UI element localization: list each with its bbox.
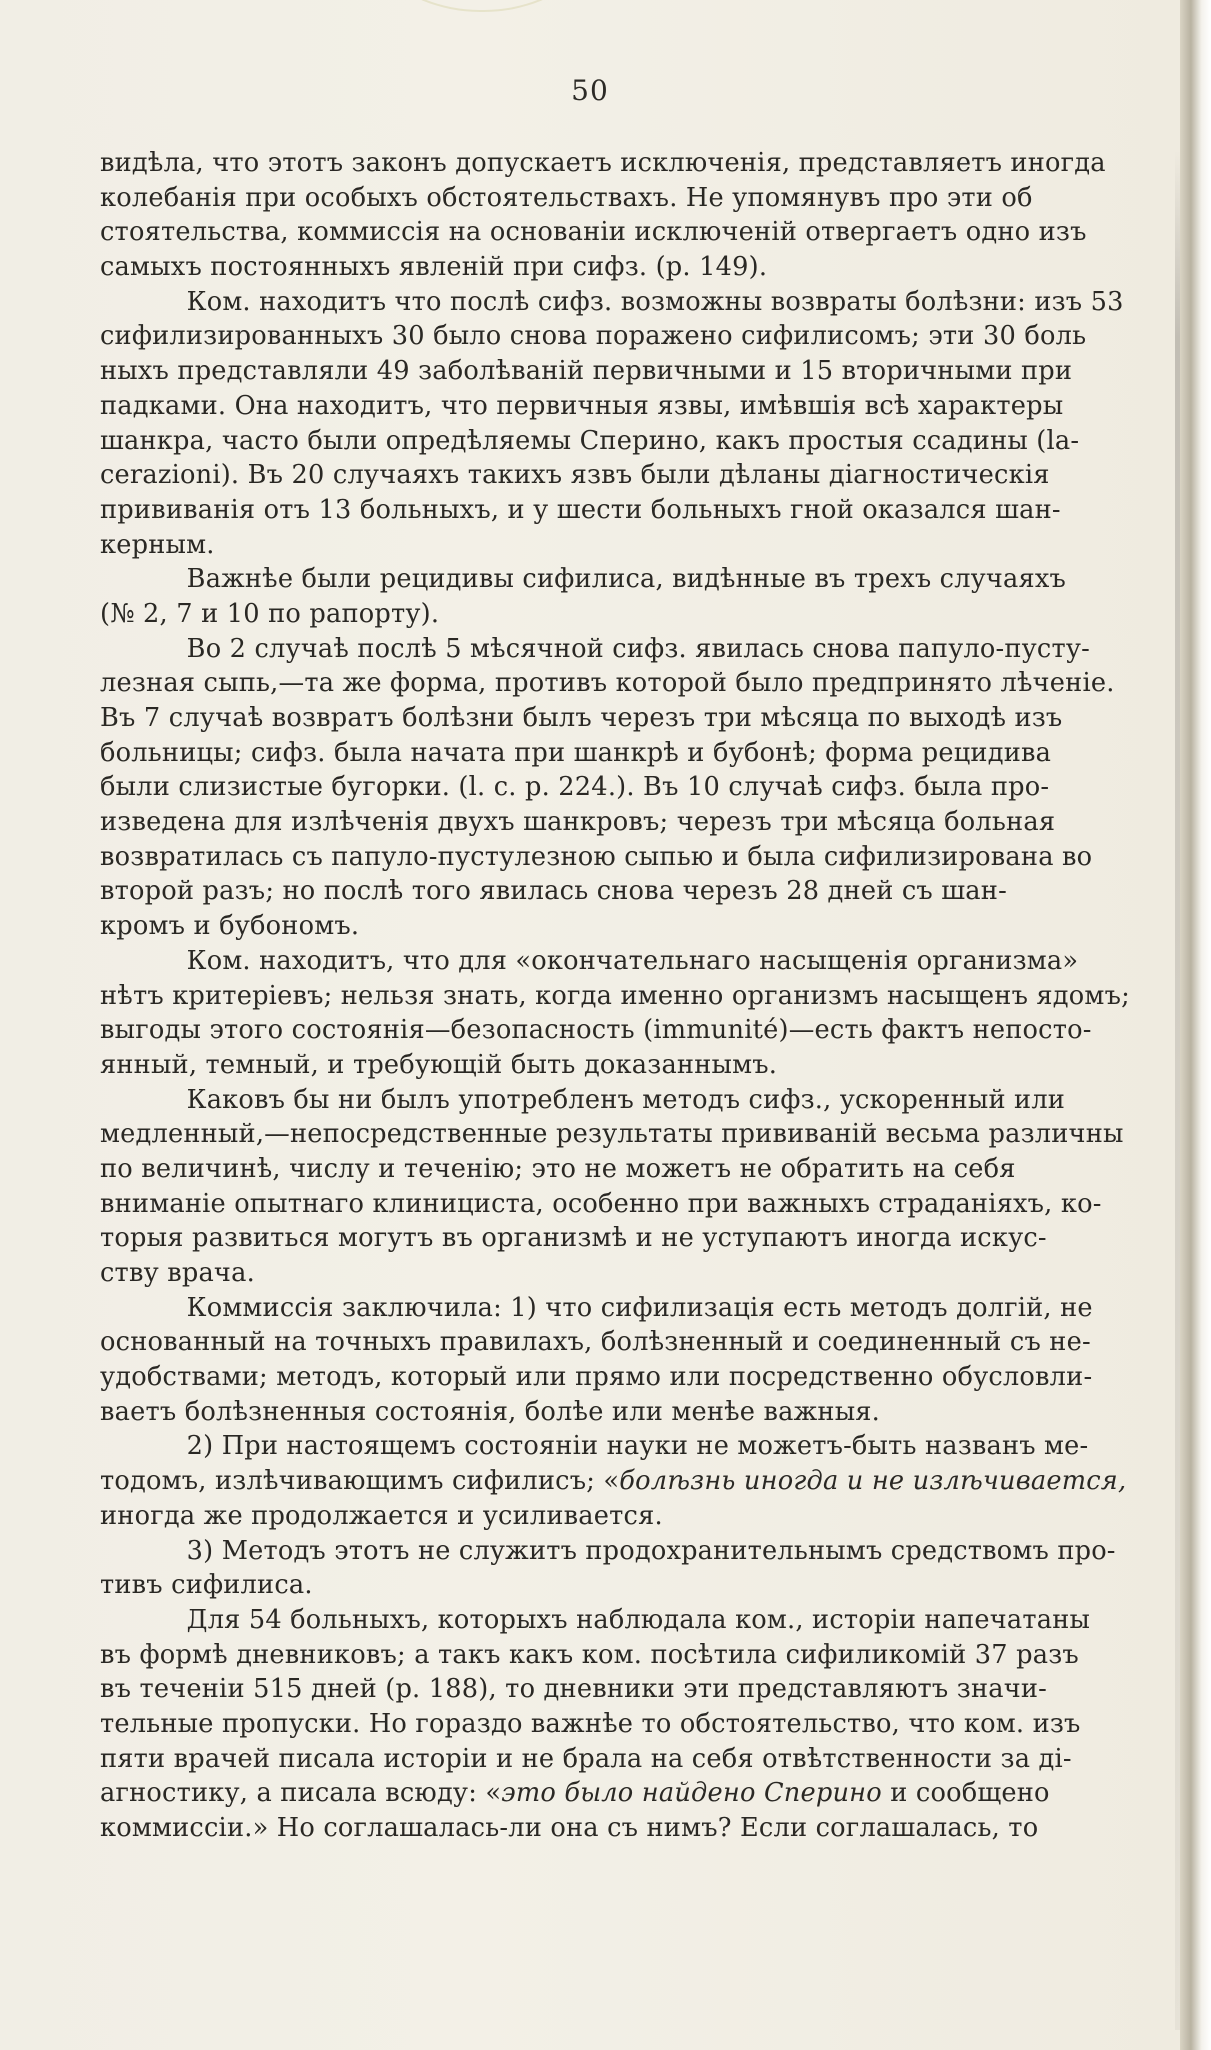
text-line: пяти врачей писала исторіи и не брала на себя отвѣтственности за ді- <box>100 1743 1072 1774</box>
text-segment: и сообщено <box>881 1778 1050 1809</box>
text-line <box>100 1464 1170 1499</box>
text-line: 2) При настоящемъ состояніи науки не можетъ-быть названъ ме- <box>186 1431 1089 1462</box>
text-line: основанный на точныхъ правилахъ, болѣзненный и соединенный съ не- <box>100 1327 1091 1358</box>
text-line: по величинѣ, числу и теченію; это не можетъ не обратить на себя <box>100 1153 1016 1184</box>
italic-segment: болѣзнь иногда и не излѣчивается, <box>619 1466 1127 1497</box>
text-line: выгоды этого состоянія—безопасность (immunité)—есть фактъ непосто- <box>100 1015 1092 1046</box>
stamp-mark <box>330 0 634 12</box>
text-line: тивъ сифилиса. <box>100 1570 313 1601</box>
body-text <box>100 146 1180 1846</box>
text-line: колебанія при особыхъ обстоятельствахъ. Не упомянувъ про эти об <box>100 182 1033 213</box>
text-line: шанкра, часто были опредѣляемы Сперино, какъ простыя ссадины (la- <box>100 425 1080 456</box>
text-line: торыя развиться могутъ въ организмѣ и не уступаютъ иногда искус- <box>100 1223 1047 1254</box>
text-line: Въ 7 случаѣ возвратъ болѣзни былъ черезъ три мѣсяца по выходѣ изъ <box>100 703 1063 733</box>
page-edge <box>1180 0 1211 2050</box>
text-line: cerazioni). Въ 20 случаяхъ такихъ язвъ были дѣланы діагностическія <box>100 460 1050 491</box>
page-number: 50 <box>571 74 609 107</box>
text-line <box>100 1776 1170 1811</box>
text-line: стоятельства, коммиссія на основаніи исключеній отвергаетъ одно изъ <box>100 217 1087 248</box>
text-segment: тодомъ, излѣчивающимъ сифилисъ; « <box>100 1466 620 1497</box>
text-line: самыхъ постоянныхъ явленій при сифз. (p. 149). <box>100 252 768 283</box>
text-line: видѣла, что этотъ законъ допускаетъ исключенія, представляетъ иногда <box>100 148 1106 178</box>
text-line: 3) Методъ этотъ не служитъ продохранительнымъ средствомъ про- <box>186 1535 1116 1566</box>
text-line: второй разъ; но послѣ того явилась снова черезъ 28 дней съ шан- <box>100 876 1007 907</box>
text-line: Коммиссія заключила: 1) что сифилизація есть методъ долгій, не <box>186 1292 1093 1323</box>
text-line: янный, темный, и требующій быть доказаннымъ. <box>100 1049 778 1080</box>
text-line: ныхъ представляли 49 заболѣваній первичными и 15 вторичными при <box>100 356 1073 387</box>
text-line: медленный,—непосредственные результаты прививаній весьма различны <box>100 1119 1124 1150</box>
text-line: прививанія отъ 13 больныхъ, и у шести больныхъ гной оказался шан- <box>100 494 1061 525</box>
text-line: Каковъ бы ни былъ употребленъ методъ сифз., ускоренный или <box>186 1084 1066 1115</box>
text-line: нѣтъ критеріевъ; нельзя знать, когда именно организмъ насыщенъ ядомъ; <box>100 980 1130 1011</box>
text-line: удобствами; методъ, который или прямо или посредственно обусловли- <box>100 1362 1093 1393</box>
text-line: Ком. находитъ, что для «окончательнаго насыщенія организма» <box>186 945 1079 976</box>
text-line: были слизистые бугорки. (l. c. p. 224.). Въ 10 случаѣ сифз. была про- <box>100 772 1050 803</box>
text-line: изведена для излѣченія двухъ шанкровъ; черезъ три мѣсяца больная <box>100 807 1056 838</box>
text-line: возвратилась съ папуло-пустулезною сыпью и была сифилизирована во <box>100 841 1093 872</box>
text-line: въ теченіи 515 дней (p. 188), то дневники эти представляютъ значи- <box>100 1674 1048 1705</box>
text-line: иногда же продолжается и усиливается. <box>100 1500 663 1531</box>
text-line: вниманіе опытнаго клинициста, особенно при важныхъ страданіяхъ, ко- <box>100 1188 1102 1219</box>
text-line: лезная сыпь,—та же форма, противъ которой было предпринято лѣченіе. <box>100 668 1115 699</box>
text-line: кромъ и бубономъ. <box>100 911 360 942</box>
text-line: коммиссіи.» Но соглашалась-ли она съ нимъ? Если соглашалась, то <box>100 1813 1039 1843</box>
text-line: Важнѣе были рецидивы сифилиса, видѣнные въ трехъ случаяхъ <box>186 564 1067 595</box>
text-segment: агностику, а писала всюду: « <box>100 1778 502 1809</box>
text-line: ству врача. <box>100 1258 255 1288</box>
text-line: сифилизированныхъ 30 было снова поражено сифилисомъ; эти 30 боль <box>100 321 1087 352</box>
text-line: Для 54 больныхъ, которыхъ наблюдала ком., исторіи напечатаны <box>186 1604 1091 1635</box>
text-line: Ком. находитъ что послѣ сифз. возможны возвраты болѣзни: изъ 53 <box>186 286 1124 317</box>
text-line: въ формѣ дневниковъ; а такъ какъ ком. посѣтила сифиликомій 37 разъ <box>100 1639 1079 1670</box>
italic-segment: это было найдено Сперино <box>501 1778 882 1809</box>
text-line: ваетъ болѣзненныя состоянія, болѣе или менѣе важныя. <box>100 1396 881 1427</box>
text-line: тельные пропуски. Но гораздо важнѣе то обстоятельство, что ком. изъ <box>100 1708 1081 1739</box>
text-line: керным. <box>100 529 215 560</box>
text-line: Во 2 случаѣ послѣ 5 мѣсячной сифз. явилась снова папуло-пусту- <box>186 633 1090 664</box>
text-line: падками. Она находитъ, что первичныя язвы, имѣвшія всѣ характеры <box>100 390 1064 421</box>
text-line: (№ 2, 7 и 10 по рапорту). <box>100 598 440 629</box>
text-line: больницы; сифз. была начата при шанкрѣ и бубонѣ; форма рецидива <box>100 737 1052 768</box>
